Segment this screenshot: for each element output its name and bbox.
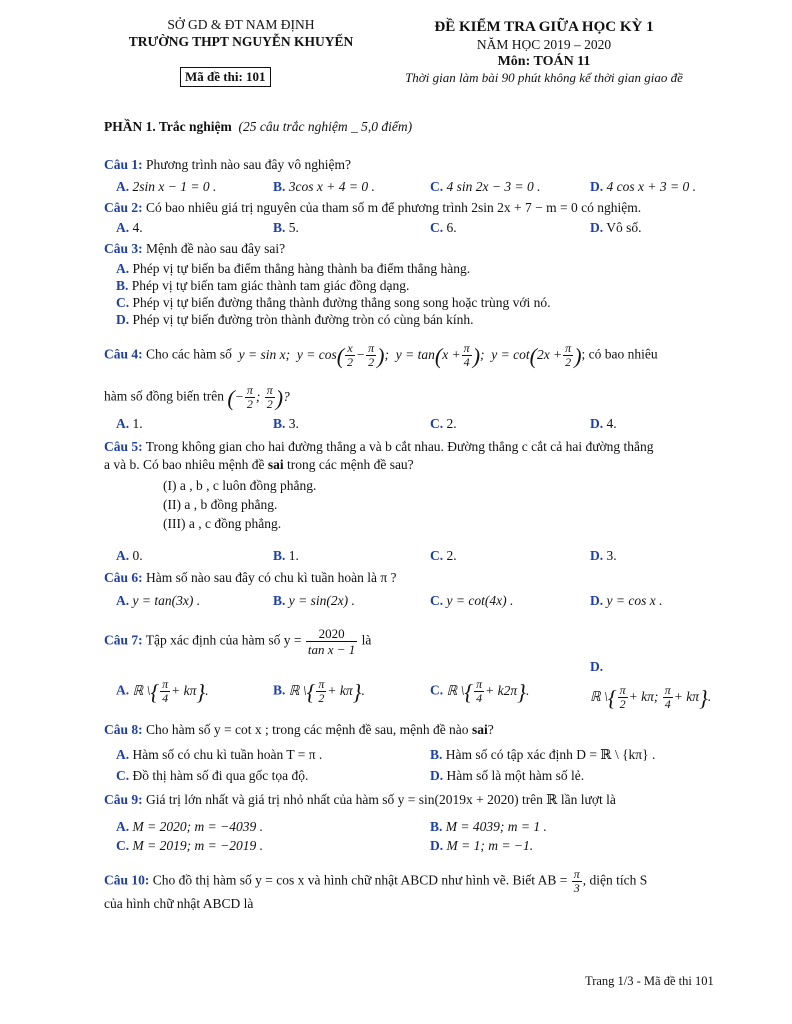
q2-option-a[interactable] xyxy=(116,219,143,236)
question-text: Hàm số nào sau đây có chu kì tuần hoàn là π ? xyxy=(146,570,397,585)
option-text: 2. xyxy=(446,416,457,431)
option-label: B. xyxy=(273,593,286,608)
q6-option-a[interactable] xyxy=(116,592,200,609)
question-text: Mệnh đề nào sau đây sai? xyxy=(146,241,286,256)
option-label: C. xyxy=(430,179,444,194)
option-text: M = 1; m = −1. xyxy=(446,838,534,853)
option-label: A. xyxy=(116,179,130,194)
q1-option-c[interactable] xyxy=(430,178,540,195)
q1-option-b[interactable] xyxy=(273,178,375,195)
option-text: y = sin(2x) . xyxy=(288,593,355,608)
question-number: Câu 8: xyxy=(104,722,143,737)
option-label: D. xyxy=(590,659,604,674)
q7-option-d-label[interactable] xyxy=(590,658,603,675)
q1-option-a[interactable] xyxy=(116,178,216,195)
q5-option-b[interactable] xyxy=(273,547,299,564)
q4-option-c[interactable] xyxy=(430,415,457,432)
option-label: D. xyxy=(590,416,604,431)
option-label: A. xyxy=(116,819,130,834)
option-text: ℝ \{ $\frac{\pi}{2}$ + kπ}. xyxy=(288,677,365,705)
option-label: B. xyxy=(430,747,443,762)
option-label: B. xyxy=(116,278,129,293)
header-right xyxy=(384,18,704,86)
option-label: A. xyxy=(116,220,130,235)
option-label: D. xyxy=(590,179,604,194)
question-number: Câu 10: xyxy=(104,872,150,888)
q5-option-a[interactable] xyxy=(116,547,143,564)
question-text: hàm số đồng biến trên xyxy=(104,388,224,404)
q2-option-c[interactable] xyxy=(430,219,457,236)
exam-title: ĐỀ KIỂM TRA GIỮA HỌC KỲ 1 xyxy=(434,19,654,35)
q7-option-b[interactable] xyxy=(273,678,365,705)
option-text: Phép vị tự biến đường tròn thành đường tròn có cùng bán kính. xyxy=(132,312,474,327)
interval: (− $\frac{\pi}{2}$ ; $\frac{\pi}{2}$ )? xyxy=(227,383,290,411)
option-text: 4. xyxy=(132,220,143,235)
q4-option-b[interactable] xyxy=(273,415,299,432)
option-text: ℝ \{ $\frac{\pi}{4}$ + k2π}. xyxy=(446,677,530,705)
option-text: 4 cos x + 3 = 0 . xyxy=(606,179,696,194)
part-note: (25 câu trắc nghiệm _ 5,0 điểm) xyxy=(238,119,413,134)
option-label: C. xyxy=(430,682,444,698)
option-label: B. xyxy=(273,220,286,235)
option-text: 0. xyxy=(132,548,143,563)
q7-option-d[interactable] xyxy=(590,684,711,711)
emphasis: sai xyxy=(267,457,284,472)
q8-option-d[interactable] xyxy=(430,767,584,784)
option-label: A. xyxy=(116,548,130,563)
question-text-tail: là xyxy=(361,632,372,648)
option-label: A. xyxy=(116,682,130,698)
option-text: Đồ thị hàm số đi qua gốc tọa độ. xyxy=(132,768,309,783)
option-label: C. xyxy=(116,295,130,310)
q9-option-d[interactable] xyxy=(430,837,533,854)
option-text: Phép vị tự biến ba điểm thẳng hàng thành ba điểm thẳng hàng. xyxy=(132,261,471,276)
option-text: Phép vị tự biến tam giác thành tam giác đồng dạng. xyxy=(131,278,410,293)
functions-list: y = sin x; y = cos( $\frac{x}{2}$ − $\frac{\pi}{2}$ ); y = tan(x + $\frac{\pi}{4}$ ); y = cot(2x + $\frac{\pi}{2}$ ) xyxy=(235,341,582,369)
question-9 xyxy=(104,791,616,808)
question-text: Phương trình nào sau đây vô nghiệm? xyxy=(146,157,351,172)
question-number: Câu 1: xyxy=(104,157,143,172)
option-text: Hàm số là một hàm số lẻ. xyxy=(446,768,585,783)
q8-option-a[interactable] xyxy=(116,746,322,763)
option-text: ℝ \{ $\frac{\pi}{4}$ + kπ}. xyxy=(132,677,209,705)
option-label: C. xyxy=(116,838,130,853)
question-number: Câu 2: xyxy=(104,200,143,215)
question-text-tail: ; có bao nhiêu xyxy=(581,346,658,362)
ab-fraction: $\frac{\pi}{3}$ xyxy=(573,867,580,895)
question-text-tail: ? xyxy=(487,722,494,737)
question-6 xyxy=(104,569,397,586)
option-label: D. xyxy=(590,593,604,608)
q3-option-b[interactable] xyxy=(116,277,409,294)
question-number: Câu 5: xyxy=(104,439,143,454)
question-3 xyxy=(104,240,285,257)
question-2 xyxy=(104,199,641,216)
question-number: Câu 6: xyxy=(104,570,143,585)
option-text: Vô số. xyxy=(606,220,642,235)
question-5-line2 xyxy=(104,456,414,473)
question-text: Cho đồ thị hàm số y = cos x và hình chữ nhật ABCD như hình vẽ. Biết AB = xyxy=(152,872,568,888)
option-label: B. xyxy=(273,179,286,194)
question-text: Có bao nhiêu giá trị nguyên của tham số m để phương trình 2sin 2x + 7 − m = 0 có nghiệm. xyxy=(146,200,642,215)
option-label: B. xyxy=(273,548,286,563)
option-label: A. xyxy=(116,593,130,608)
option-text: M = 2020; m = −4039 . xyxy=(132,819,263,834)
option-text: ℝ \{ $\frac{\pi}{2}$ + kπ; $\frac{\pi}{4}$ + kπ}. xyxy=(590,683,712,711)
question-text: Tập xác định của hàm số y = xyxy=(145,632,302,648)
question-text: Cho hàm số y = cot x ; trong các mệnh đề sau, mệnh đề nào xyxy=(146,722,472,737)
option-text: 1. xyxy=(288,548,299,563)
time-limit: Thời gian làm bài 90 phút không kể thời gian giao đề xyxy=(405,70,683,85)
school-year: NĂM HỌC 2019 – 2020 xyxy=(476,37,612,52)
q5-option-c[interactable] xyxy=(430,547,457,564)
option-text: y = cot(4x) . xyxy=(446,593,514,608)
option-text: Phép vị tự biến đường thẳng thành đường thẳng song song hoặc trùng với nó. xyxy=(132,295,551,310)
q9-option-b[interactable] xyxy=(430,818,547,835)
q8-option-c[interactable] xyxy=(116,767,308,784)
q1-option-d[interactable] xyxy=(590,178,696,195)
option-label: C. xyxy=(430,593,444,608)
question-5 xyxy=(104,438,654,455)
question-number: Câu 7: xyxy=(104,632,143,648)
option-text: Hàm số có tập xác định D = ℝ \ {kπ} . xyxy=(445,747,656,762)
header-left xyxy=(96,16,386,50)
question-text-tail: trong các mệnh đề sau? xyxy=(283,457,414,472)
option-label: D. xyxy=(590,548,604,563)
option-text: 6. xyxy=(446,220,457,235)
school-name: TRƯỜNG THPT NGUYỄN KHUYẾN xyxy=(128,34,354,49)
q9-option-a[interactable] xyxy=(116,818,263,835)
q7-option-a[interactable] xyxy=(116,678,209,705)
option-label: D. xyxy=(430,768,444,783)
q3-option-c[interactable] xyxy=(116,294,550,311)
exam-code: Mã đề thi: 101 xyxy=(180,67,271,87)
question-number: Câu 4: xyxy=(104,346,143,362)
function-fraction: $\frac{2020}{\text{tan x − 1}}$ xyxy=(307,626,356,657)
q4-option-a[interactable] xyxy=(116,415,143,432)
question-8 xyxy=(104,721,494,738)
option-label: B. xyxy=(273,416,286,431)
part-heading xyxy=(104,119,412,135)
option-text: 4 sin 2x − 3 = 0 . xyxy=(446,179,541,194)
option-text: y = cos x . xyxy=(606,593,663,608)
option-label: B. xyxy=(430,819,443,834)
question-text: Giá trị lớn nhất và giá trị nhỏ nhất của hàm số y = sin(2019x + 2020) trên ℝ lần lượt là xyxy=(146,792,616,807)
page-footer: Trang 1/3 - Mã đề thi 101 xyxy=(585,974,714,988)
question-4 xyxy=(104,342,658,369)
option-label: B. xyxy=(273,682,286,698)
question-text: Cho các hàm số xyxy=(146,346,232,362)
q5-statement-1: (I) a , b , c luôn đồng phẳng. xyxy=(163,478,317,493)
option-text: M = 2019; m = −2019 . xyxy=(132,838,263,853)
part-label: PHẦN 1. Trắc nghiệm xyxy=(104,119,232,134)
option-text: 3cos x + 4 = 0 . xyxy=(288,179,375,194)
option-label: D. xyxy=(590,220,604,235)
question-text-tail: , diện tích S xyxy=(582,872,648,888)
question-text: a và b. Có bao nhiêu mệnh đề xyxy=(104,457,268,472)
q5-statement-2: (II) a , b đồng phẳng. xyxy=(163,497,278,512)
option-text: 2sin x − 1 = 0 . xyxy=(132,179,217,194)
option-label: C. xyxy=(430,548,444,563)
option-text: 5. xyxy=(288,220,299,235)
option-text: 3. xyxy=(606,548,617,563)
option-label: A. xyxy=(116,416,130,431)
option-label: D. xyxy=(116,312,130,327)
question-4-line2 xyxy=(104,384,290,411)
option-text: Hàm số có chu kì tuần hoàn T = π . xyxy=(132,747,323,762)
emphasis: sai xyxy=(471,722,488,737)
q9-option-c[interactable] xyxy=(116,837,263,854)
option-text: 4. xyxy=(606,416,617,431)
q5-statement-3: (III) a , c đồng phẳng. xyxy=(163,516,282,531)
q2-option-d[interactable] xyxy=(590,219,642,236)
q4-option-d[interactable] xyxy=(590,415,617,432)
option-text: 1. xyxy=(132,416,143,431)
department: SỞ GD & ĐT NAM ĐỊNH xyxy=(167,17,315,32)
option-label: C. xyxy=(116,768,130,783)
q7-option-c[interactable] xyxy=(430,678,529,705)
option-label: D. xyxy=(430,838,444,853)
q2-option-b[interactable] xyxy=(273,219,299,236)
option-text: 2. xyxy=(446,548,457,563)
question-number: Câu 9: xyxy=(104,792,143,807)
question-number: Câu 3: xyxy=(104,241,143,256)
question-10-line2: của hình chữ nhật ABCD là xyxy=(104,896,254,911)
option-text: M = 4039; m = 1 . xyxy=(445,819,547,834)
question-7 xyxy=(104,626,371,657)
q8-option-b[interactable] xyxy=(430,746,655,763)
option-label: A. xyxy=(116,261,130,276)
option-label: A. xyxy=(116,747,130,762)
q5-option-d[interactable] xyxy=(590,547,617,564)
q6-option-d[interactable] xyxy=(590,592,662,609)
q6-option-c[interactable] xyxy=(430,592,513,609)
q3-option-d[interactable] xyxy=(116,311,474,328)
option-label: C. xyxy=(430,220,444,235)
subject: Môn: TOÁN 11 xyxy=(497,54,591,69)
question-1 xyxy=(104,156,351,173)
q3-option-a[interactable] xyxy=(116,260,470,277)
option-label: C. xyxy=(430,416,444,431)
option-text: y = tan(3x) . xyxy=(132,593,201,608)
question-10 xyxy=(104,868,647,895)
q6-option-b[interactable] xyxy=(273,592,355,609)
question-text: Trong không gian cho hai đường thẳng a và b cắt nhau. Đường thẳng c cắt cả hai đường thẳng xyxy=(145,439,654,454)
option-text: 3. xyxy=(288,416,299,431)
